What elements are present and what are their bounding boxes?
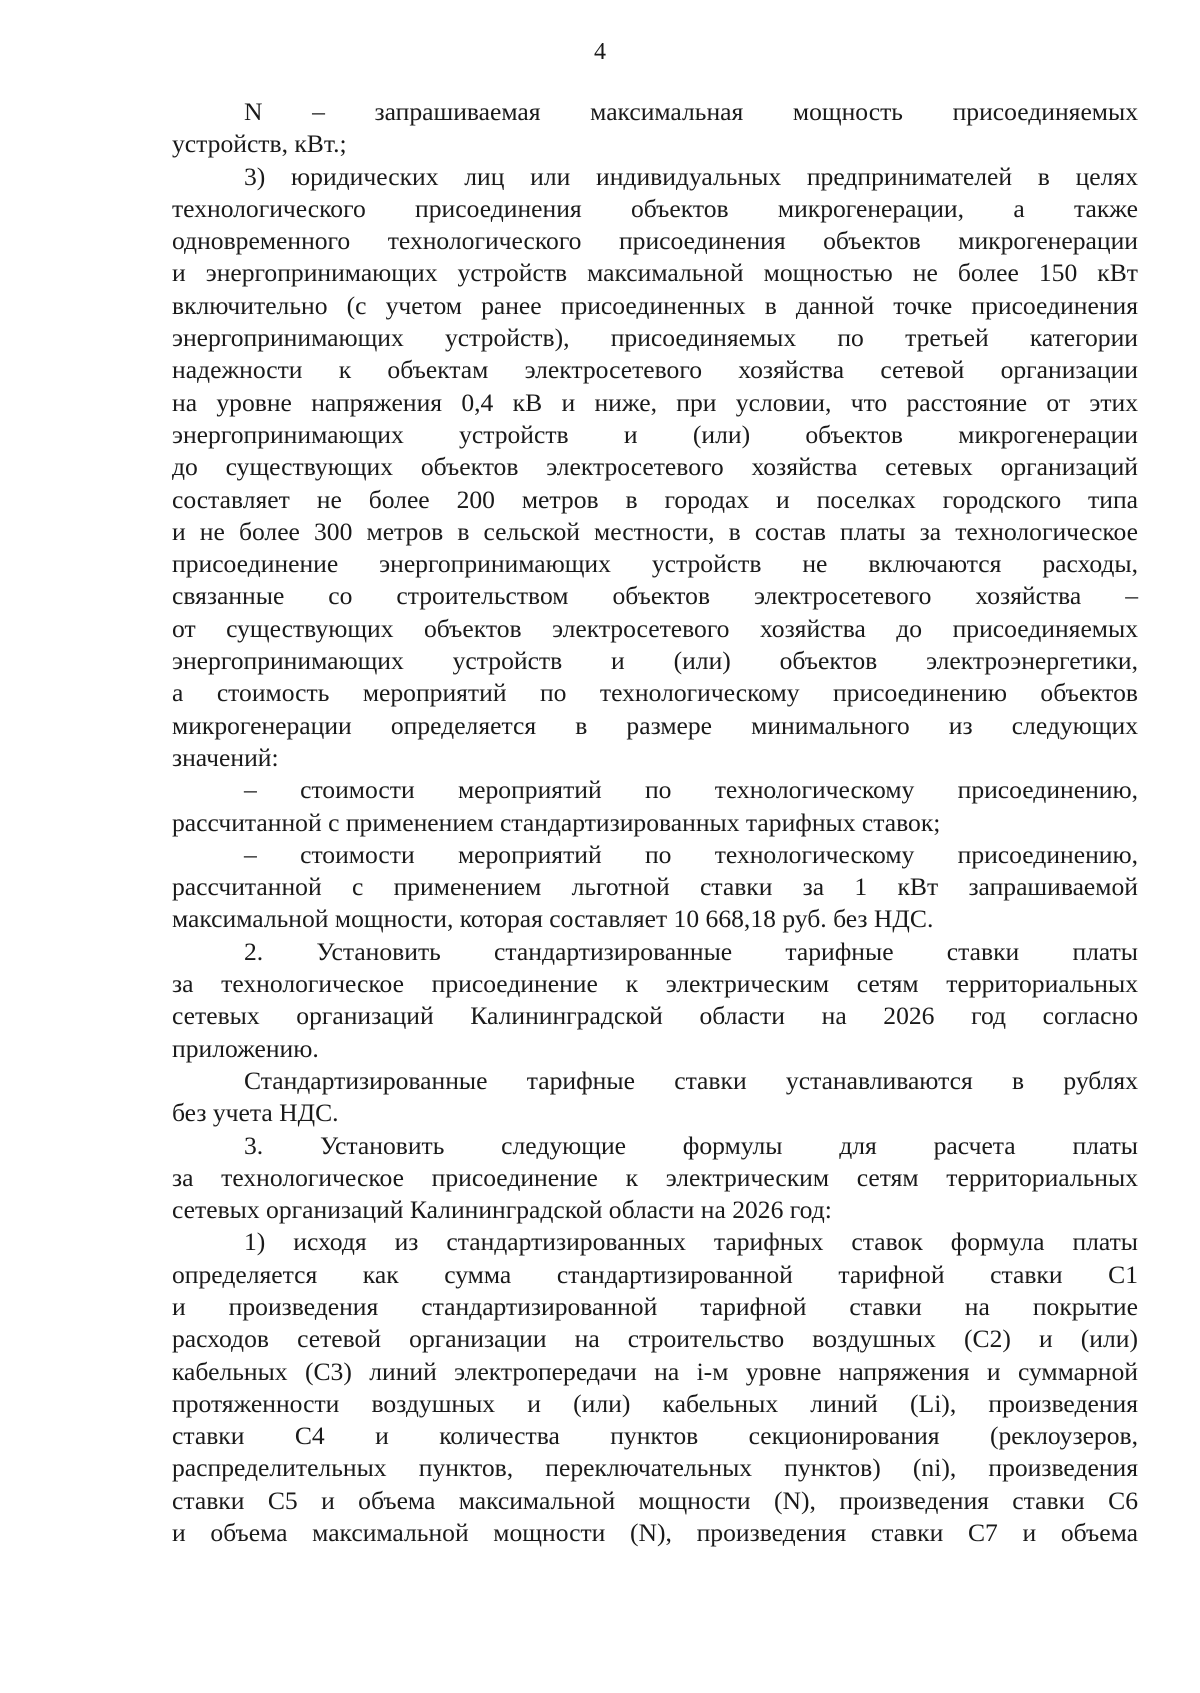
text-line: 3) юридических лиц или индивидуальных предпринимателей в целях — [244, 161, 1138, 191]
text-line: сетевых организаций Калининградской области на 2026 год согласно — [172, 1001, 1138, 1031]
text-line: рассчитанной с применением льготной ставки за 1 кВт запрашиваемой — [172, 872, 1138, 902]
text-line: устройств, кВт.; — [172, 129, 347, 159]
text-line: – стоимости мероприятий по технологическому присоединению, — [244, 775, 1138, 805]
text-line: и объема максимальной мощности (N), произведения ставки С7 и объема — [172, 1518, 1138, 1548]
text-line: энергопринимающих устройств и (или) объектов микрогенерации — [172, 419, 1138, 449]
text-line: ставки С5 и объема максимальной мощности (N), произведения ставки С6 — [172, 1485, 1138, 1515]
text-line: сетевых организаций Калининградской области на 2026 год: — [172, 1195, 832, 1225]
text-line: энергопринимающих устройств и (или) объектов электроэнергетики, — [172, 646, 1138, 676]
text-line: протяженности воздушных и (или) кабельных линий (Li), произведения — [172, 1388, 1138, 1418]
text-line: максимальной мощности, которая составляет 10 668,18 руб. без НДС. — [172, 904, 934, 934]
text-line: Стандартизированные тарифные ставки устанавливаются в рублях — [244, 1065, 1138, 1095]
page-number: 4 — [594, 39, 606, 65]
text-line: 3. Установить следующие формулы для расчета платы — [244, 1130, 1138, 1160]
document-body — [172, 96, 1138, 1549]
text-line: а стоимость мероприятий по технологическому присоединению объектов — [172, 678, 1138, 708]
text-line: и произведения стандартизированной тарифной ставки на покрытие — [172, 1291, 1138, 1321]
text-line: и не более 300 метров в сельской местности, в состав платы за технологическое — [172, 516, 1138, 546]
text-line: 2. Установить стандартизированные тарифные ставки платы — [244, 936, 1138, 966]
text-line: связанные со строительством объектов электросетевого хозяйства – — [172, 581, 1138, 611]
text-line: и энергопринимающих устройств максимальной мощностью не более 150 кВт — [172, 258, 1138, 288]
text-line: – стоимости мероприятий по технологическому присоединению, — [244, 839, 1138, 869]
text-line: технологического присоединения объектов микрогенерации, а также — [172, 193, 1138, 223]
text-line: до существующих объектов электросетевого хозяйства сетевых организаций — [172, 452, 1138, 482]
text-line: надежности к объектам электросетевого хозяйства сетевой организации — [172, 355, 1138, 385]
text-line: микрогенерации определяется в размере минимального из следующих — [172, 710, 1138, 740]
text-line: за технологическое присоединение к электрическим сетям территориальных — [172, 1162, 1138, 1192]
text-line: распределительных пунктов, переключательных пунктов) (ni), произведения — [172, 1453, 1138, 1483]
text-line: кабельных (С3) линий электропередачи на i-м уровне напряжения и суммарной — [172, 1356, 1138, 1386]
text-line: от существующих объектов электросетевого хозяйства до присоединяемых — [172, 613, 1138, 643]
text-line: на уровне напряжения 0,4 кВ и ниже, при условии, что расстояние от этих — [172, 387, 1138, 417]
text-line: определяется как сумма стандартизированной тарифной ставки С1 — [172, 1259, 1138, 1289]
text-line: за технологическое присоединение к электрическим сетям территориальных — [172, 969, 1138, 999]
text-line: приложению. — [172, 1033, 319, 1063]
text-line: составляет не более 200 метров в городах и поселках городского типа — [172, 484, 1138, 514]
text-line: 1) исходя из стандартизированных тарифных ставок формула платы — [244, 1227, 1138, 1257]
text-line: N – запрашиваемая максимальная мощность присоединяемых — [244, 97, 1138, 126]
text-line: без учета НДС. — [172, 1098, 339, 1128]
text-line: значений: — [172, 742, 279, 772]
text-line: одновременного технологического присоединения объектов микрогенерации — [172, 226, 1138, 256]
text-line: энергопринимающих устройств), присоединяемых по третьей категории — [172, 323, 1138, 353]
text-line: рассчитанной с применением стандартизированных тарифных ставок; — [172, 807, 941, 837]
text-line: присоединение энергопринимающих устройств не включаются расходы, — [172, 549, 1138, 579]
text-line: включительно (с учетом ранее присоединенных в данной точке присоединения — [172, 290, 1138, 320]
text-line: расходов сетевой организации на строительство воздушных (С2) и (или) — [172, 1324, 1138, 1354]
text-line: ставки С4 и количества пунктов секционирования (реклоузеров, — [172, 1421, 1138, 1451]
